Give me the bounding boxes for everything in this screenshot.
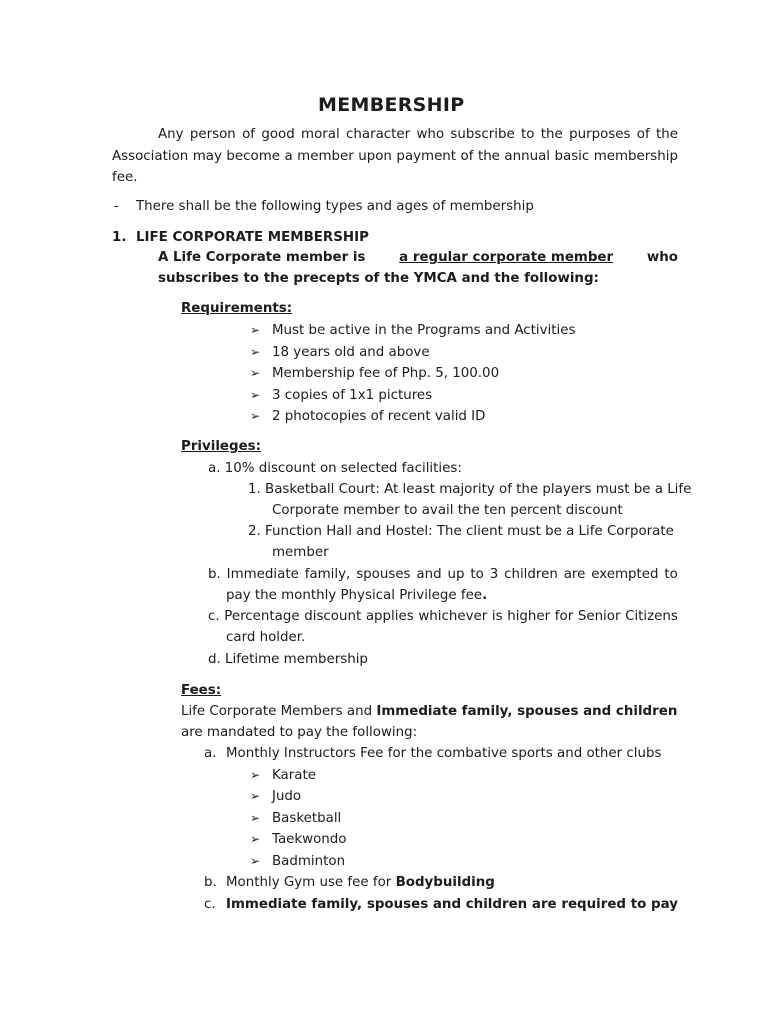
desc-underlined: a regular corporate member — [399, 250, 614, 265]
word: c. — [208, 609, 220, 624]
word: 3 — [489, 567, 499, 582]
word: of — [242, 127, 256, 142]
word: family, — [311, 897, 363, 912]
arrow-bullet-icon: ➢ — [250, 388, 261, 402]
word: may — [192, 149, 222, 164]
list-item: ➢ Karate — [250, 765, 316, 786]
arrow-bullet-icon: ➢ — [250, 789, 261, 803]
word: required — [561, 897, 627, 912]
word: to — [470, 567, 484, 582]
privilege-d: d. Lifetime membership — [208, 652, 368, 667]
word: exempted — [591, 567, 659, 582]
word: whichever — [418, 609, 488, 624]
word: who — [416, 127, 445, 142]
word: and — [432, 897, 462, 912]
word: to — [664, 567, 678, 582]
list-item: ➢ Membership fee of Php. 5, 100.00 — [250, 363, 499, 384]
word: good — [261, 127, 295, 142]
word: upon — [358, 149, 392, 164]
requirements-heading: Requirements: — [181, 301, 293, 316]
word: purposes — [569, 127, 631, 142]
word: Immediate — [226, 567, 299, 582]
word: Association — [112, 149, 189, 164]
word: member — [297, 149, 354, 164]
page-title: MEMBERSHIP — [318, 94, 465, 116]
privilege-a2-line-2: member — [272, 545, 329, 560]
word: annual — [504, 149, 550, 164]
desc-part-3: who — [646, 250, 678, 265]
word: discount — [304, 609, 362, 624]
intro-line-1 — [158, 124, 678, 145]
word: pay — [651, 897, 678, 912]
privilege-a2-line-1: 2. Function Hall and Hostel: The client must be a Life Corporate — [248, 524, 674, 539]
arrow-bullet-icon: ➢ — [250, 345, 261, 359]
fees-c-text — [226, 894, 678, 915]
list-item: ➢ Taekwondo — [250, 829, 346, 850]
word: moral — [301, 127, 340, 142]
privileges-heading: Privileges: — [181, 439, 261, 454]
list-item: ➢ Must be active in the Programs and Activities — [250, 320, 575, 341]
word: to — [521, 127, 535, 142]
list-item: ➢ 2 photocopies of recent valid ID — [250, 406, 485, 427]
word: subscribe — [450, 127, 515, 142]
privilege-b-line-2: pay the monthly Physical Privilege fee. — [226, 588, 488, 603]
list-item: ➢ Judo — [250, 786, 301, 807]
word: applies — [365, 609, 414, 624]
arrow-bullet-icon: ➢ — [250, 811, 261, 825]
word: basic — [554, 149, 590, 164]
privilege-b-line-1 — [208, 564, 678, 585]
types-dash: - — [114, 199, 119, 214]
word: Any — [158, 127, 184, 142]
list-item: ➢ Badminton — [250, 851, 345, 872]
intro-line-3: fee. — [112, 170, 138, 185]
word: a — [284, 149, 293, 164]
privilege-a1-line-1: 1. Basketball Court: At least majority of the players must be a Life — [248, 482, 692, 497]
word: spouses — [356, 567, 411, 582]
arrow-bullet-icon: ➢ — [250, 768, 261, 782]
word: is — [491, 609, 503, 624]
word: and — [416, 567, 442, 582]
intro-line-2 — [112, 146, 678, 167]
word: for — [554, 609, 574, 624]
word: membership — [593, 149, 678, 164]
word: of — [636, 127, 650, 142]
section-desc-line-2: subscribes to the precepts of the YMCA and the following: — [158, 271, 599, 286]
arrow-bullet-icon: ➢ — [250, 854, 261, 868]
arrow-bullet-icon: ➢ — [250, 832, 261, 846]
word: spouses — [366, 897, 429, 912]
arrow-bullet-icon: ➢ — [250, 409, 261, 423]
fees-b-label: b. — [204, 875, 217, 890]
word: Immediate — [226, 897, 307, 912]
section-heading: LIFE CORPORATE MEMBERSHIP — [136, 230, 369, 245]
list-item: ➢ Basketball — [250, 808, 341, 829]
section-number: 1. — [112, 230, 127, 245]
word: Percentage — [224, 609, 300, 624]
word: to — [630, 897, 647, 912]
list-item: ➢ 18 years old and above — [250, 342, 430, 363]
word: the — [656, 127, 678, 142]
word: family, — [304, 567, 351, 582]
word: children — [465, 897, 528, 912]
privilege-c-line-1 — [208, 606, 678, 627]
desc-part-1: A Life Corporate member is — [158, 250, 366, 265]
word: up — [447, 567, 465, 582]
word: the — [477, 149, 500, 164]
fees-a-label: a. — [204, 746, 217, 761]
types-text: There shall be the following types and ages of membership — [136, 199, 534, 214]
fees-b-text: Monthly Gym use fee for Bodybuilding — [226, 875, 495, 890]
list-item: ➢ 3 copies of 1x1 pictures — [250, 385, 432, 406]
word: person — [189, 127, 236, 142]
privilege-a: a. 10% discount on selected facilities: — [208, 461, 462, 476]
word: become — [226, 149, 280, 164]
word: Citizens — [625, 609, 678, 624]
arrow-bullet-icon: ➢ — [250, 323, 261, 337]
word: are — [563, 567, 586, 582]
word: of — [460, 149, 474, 164]
arrow-bullet-icon: ➢ — [250, 366, 261, 380]
word: children — [504, 567, 558, 582]
word: are — [531, 897, 557, 912]
word: the — [540, 127, 563, 142]
privilege-a1-line-2: Corporate member to avail the ten percent discount — [272, 503, 623, 518]
fees-intro-line-1: Life Corporate Members and Immediate family, spouses and children — [181, 704, 678, 719]
fees-intro-line-2: are mandated to pay the following: — [181, 725, 418, 740]
word: b. — [208, 567, 221, 582]
word: Senior — [577, 609, 621, 624]
section-desc-line-1 — [158, 247, 678, 268]
word: character — [346, 127, 411, 142]
fees-a-text: Monthly Instructors Fee for the combative sports and other clubs — [226, 746, 662, 761]
fees-c-label: c. — [204, 897, 216, 912]
word: higher — [507, 609, 551, 624]
privilege-c-line-2: card holder. — [226, 630, 306, 645]
fees-heading: Fees: — [181, 683, 222, 698]
word: payment — [396, 149, 457, 164]
